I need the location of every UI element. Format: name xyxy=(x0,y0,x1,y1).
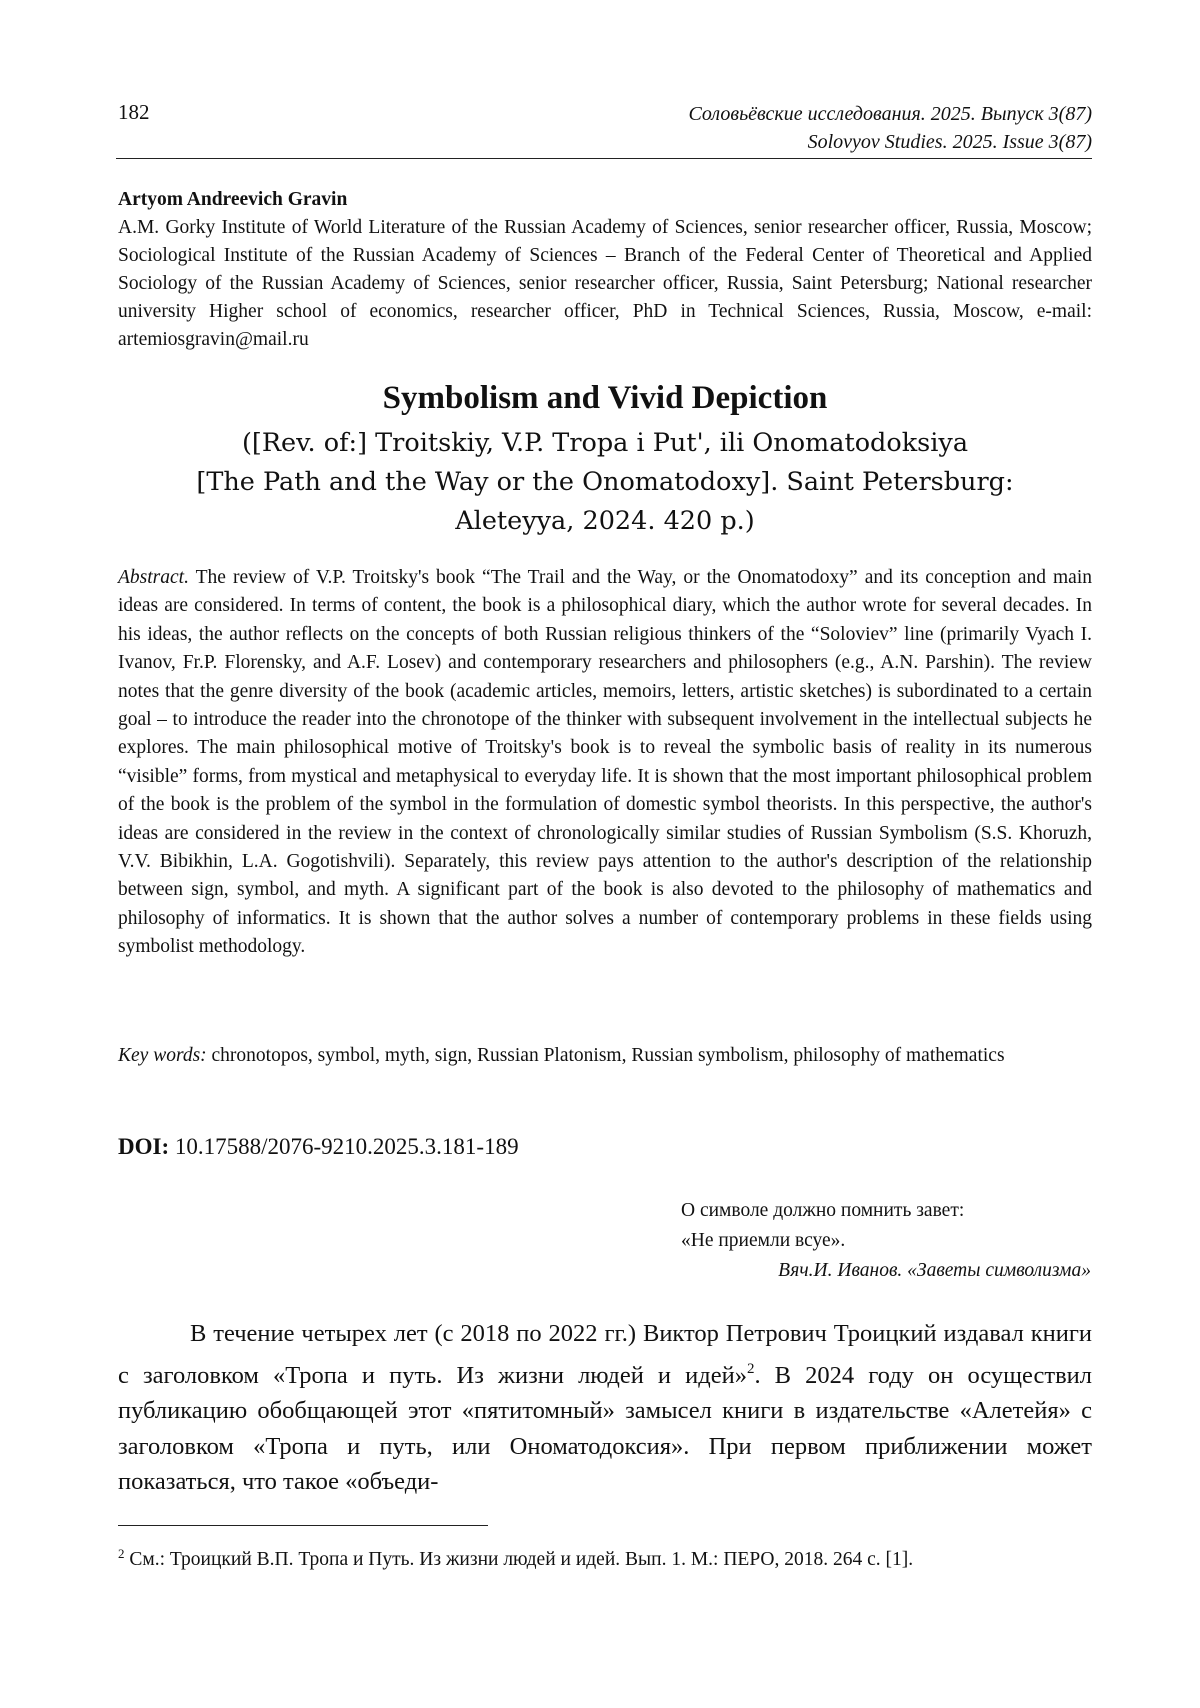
body-text-start: В течение четырех лет (с 2018 по 2022 гг.) Виктор Петрович Троицкий издавал книги с заголовком «Тропа и путь. Из жизни людей и идей» xyxy=(118,1320,1092,1389)
footnote-number: 2 xyxy=(118,1546,125,1561)
subtitle-line-3: Aleteyya, 2024. 420 p.) xyxy=(455,506,755,536)
epigraph xyxy=(681,1196,1091,1286)
page-number: 182 xyxy=(118,100,150,124)
keywords-label: Key words: xyxy=(118,1045,207,1066)
author-block xyxy=(118,186,1092,354)
footnote-text: См.: Троицкий В.П. Тропа и Путь. Из жизни людей и идей. Вып. 1. М.: ПЕРО, 2018. 264 с. [1]. xyxy=(129,1549,914,1570)
epigraph-line-2: «Не приемли всуе». xyxy=(681,1230,846,1251)
body-text-continued: . В 2024 году он осуществил публикацию обобщающей этот «пятитомный» замысел книги в издательстве «Алетейя» с заголовком «Тропа и путь, или Ономатодоксия». При первом приближении может показаться, что такое «объеди- xyxy=(118,1361,1093,1495)
abstract-label: Abstract. xyxy=(118,567,189,588)
keywords-text: chronotopos, symbol, myth, sign, Russian Platonism, Russian symbolism, philosophy of mathematics xyxy=(211,1045,1005,1066)
author-name: Artyom Andreevich Gravin xyxy=(118,189,348,210)
header-divider xyxy=(116,158,1092,159)
journal-title-ru: Соловьёвские исследования. 2025. Выпуск 3(87) xyxy=(688,103,1092,125)
subtitle-line-2: [The Path and the Way or the Onomatodoxy]. Saint Petersburg: xyxy=(196,467,1014,497)
doi-value: 10.17588/2076-9210.2025.3.181-189 xyxy=(174,1134,519,1159)
author-affiliation: A.M. Gorky Institute of World Literature of the Russian Academy of Sciences, senior researcher officer, Russia, Moscow; Sociological Institute of the Russian Academy of Sciences – Branch of the Federal Center of Theoretical and Applied Sociology of the Russian Academy of Sciences, senior researcher officer, Russia, Saint Petersburg; National researcher university Higher school of economics, researcher officer, PhD in Technical Sciences, Russia, Moscow, e-mail: artemiosgravin@mail.ru xyxy=(118,217,1092,350)
abstract xyxy=(118,564,1092,962)
abstract-text: The review of V.P. Troitsky's book “The Trail and the Way, or the Onomatodoxy” and its conception and main ideas are considered. In terms of content, the book is a philosophical diary, which the author wrote for several decades. In his ideas, the author reflects on the concepts of both Russian religious thinkers of the “Soloviev” line (primarily Vyach I. Ivanov, Fr.P. Florensky, and A.F. Losev) and contemporary researchers and philosophers (e.g., A.N. Parshin). The review notes that the genre diversity of the book (academic articles, memoirs, letters, artistic sketches) is subordinated to a certain goal – to introduce the reader into the chronotope of the thinker with subsequent involvement in the intellectual subjects he explores. The main philosophical motive of Troitsky's book is to reveal the symbolic basis of reality in its numerous “visible” forms, from mystical and metaphysical to everyday life. It is shown that the most important philosophical problem of the book is the problem of the symbol in the formulation of domestic symbol theorists. In this perspective, the author's ideas are considered in the review in the context of chronologically similar studies of Russian Symbolism (S.S. Khoruzh, V.V. Bibikhin, L.A. Gogotishvili). Separately, this review pays attention to the author's description of the relationship between sign, symbol, and myth. A significant part of the book is also devoted to the philosophy of mathematics and philosophy of informatics. It is shown that the author solves a number of contemporary problems in these fields using symbolist methodology. xyxy=(118,567,1092,958)
journal-header xyxy=(688,100,1092,156)
epigraph-source: Вяч.И. Иванов. «Заветы символизма» xyxy=(778,1260,1091,1281)
epigraph-line-1: О символе должно помнить завет: xyxy=(681,1200,965,1221)
footnote-divider xyxy=(118,1525,488,1526)
keywords xyxy=(118,1042,1092,1070)
journal-title-en: Solovyov Studies. 2025. Issue 3(87) xyxy=(807,131,1092,153)
subtitle-line-1: ([Rev. of:] Troitskiy, V.P. Tropa i Put', ili Onomatodoksiya xyxy=(241,428,969,458)
doi-label: DOI: xyxy=(118,1134,170,1159)
footnote xyxy=(118,1541,1092,1573)
footnote-reference[interactable]: 2 xyxy=(746,1360,755,1377)
body-paragraph xyxy=(118,1316,1092,1500)
article-title: Symbolism and Vivid Depiction xyxy=(382,380,828,416)
doi xyxy=(118,1134,519,1160)
article-subtitle xyxy=(118,424,1092,541)
